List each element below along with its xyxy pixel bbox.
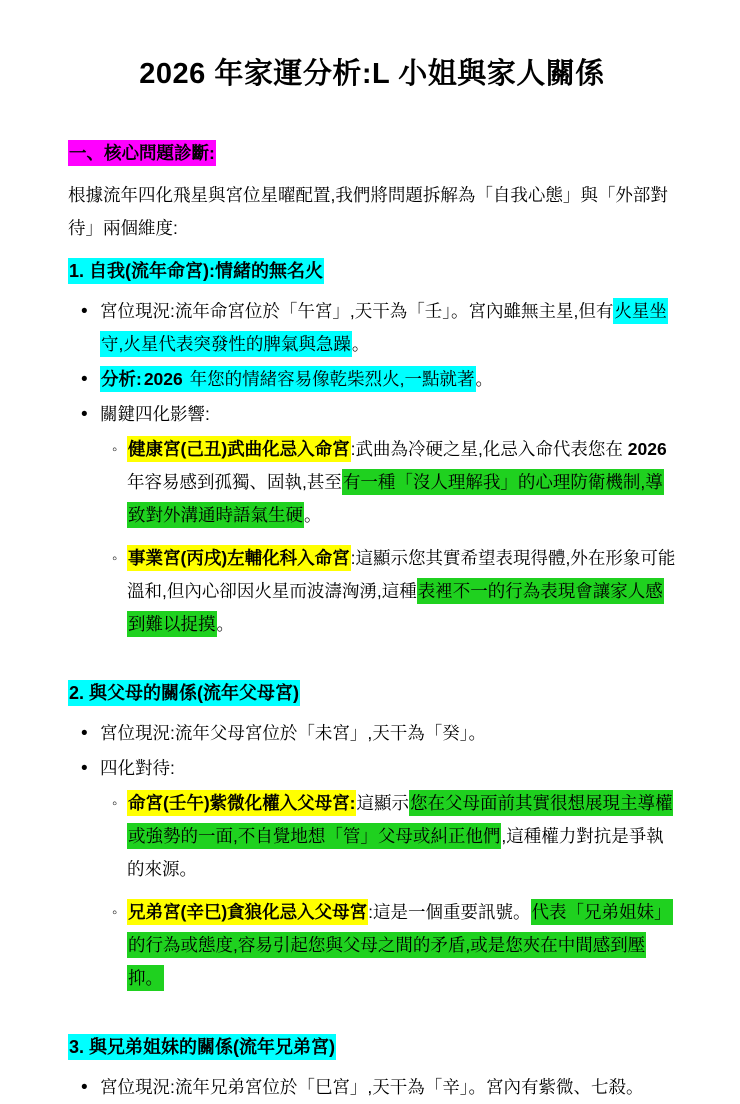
bullet-palace-status-2 — [68, 717, 676, 750]
heading-section-1 — [68, 257, 676, 285]
highlight-cyan-run: 火星坐守,火星代表突發性的脾氣與急躁 — [100, 298, 668, 357]
bullet-icon: • — [81, 301, 88, 322]
text-run: 。 — [304, 505, 322, 525]
text-run: 2026 — [627, 439, 667, 459]
text-run: 這顯示 — [356, 793, 409, 813]
text-run: 。 — [351, 334, 370, 354]
list-item-text — [100, 366, 493, 392]
text-run: 2026 年家運分析:L 小姐與家人關係 — [139, 58, 605, 90]
document-title — [68, 54, 676, 94]
subbullet-siblings-palace — [68, 896, 676, 995]
text-run: 。 — [475, 369, 493, 389]
highlight-yellow-run: 命宮(壬午)紫微化權入父母宮: — [127, 790, 356, 816]
highlight-yellow-run: 事業宮(丙戌)左輔化科入命宮 — [127, 545, 351, 571]
bullet-key-sihua — [68, 398, 676, 431]
bullet-analysis — [68, 363, 676, 396]
text-run: 年容易感到孤獨、固執,甚至 — [127, 472, 342, 492]
bullet-icon: • — [81, 758, 88, 779]
highlight-cyan-run: 年您的情緒容易像乾柴烈火,一點就著 — [184, 366, 476, 392]
text-run: ,這種權力對抗是爭執的來源。 — [127, 826, 664, 879]
text-run: :武曲為冷硬之星,化忌入命代表您在 — [350, 439, 628, 459]
text-run: :這顯示您其實希望表現得體,外在形象可能溫和,但內心卻因火星而波濤洶湧,這種 — [127, 548, 676, 601]
list-item-text — [100, 404, 210, 424]
highlight-magenta-run: 一、核心問題診斷: — [68, 140, 216, 166]
text-run: 。 — [216, 614, 234, 634]
circle-bullet-icon: ◦ — [112, 795, 118, 812]
highlight-cyan-run: 1. 自我(流年命宮):情緒的無名火 — [68, 258, 324, 284]
bullet-icon: • — [81, 404, 88, 425]
text-run: :這是一個重要訊號。 — [368, 902, 531, 922]
bullet-list — [68, 717, 676, 995]
heading-section-2 — [68, 679, 676, 707]
list-item-text — [100, 298, 668, 357]
list-item-text — [100, 1077, 643, 1097]
text-run: 宮位現況:流年父母宮位於「未宮」,天干為「癸」。 — [100, 723, 486, 743]
list-item-text — [100, 723, 486, 743]
text-run: 根據流年四化飛星與宮位星曜配置,我們將問題拆解為「自我心態」與「外部對待」兩個維度: — [68, 185, 668, 238]
bullet-icon: • — [81, 369, 88, 390]
highlight-green-run: 代表「兄弟姐妹」的行為或態度,容易引起您與父母之間的矛盾,或是您夾在中間感到壓抑。 — [127, 899, 673, 991]
bullet-list — [68, 1071, 676, 1104]
circle-bullet-icon: ◦ — [112, 441, 118, 458]
heading-section-3 — [68, 1033, 676, 1061]
highlight-cyan-run: 3. 與兄弟姐妹的關係(流年兄弟宮) — [68, 1034, 336, 1060]
text-run: 宮位現況:流年命宮位於「午宮」,天干為「壬」。宮內雖無主星,但有 — [100, 301, 614, 321]
bullet-icon: • — [81, 1077, 88, 1098]
bullet-palace-status-1 — [68, 295, 676, 361]
highlight-yellow-run: 健康宮(己丑)武曲化忌入命宮 — [127, 436, 351, 462]
list-item-text — [100, 758, 175, 778]
bullet-icon: • — [81, 723, 88, 744]
highlight-yellow-run: 兄弟宮(辛巳)貪狼化忌入父母宮 — [127, 899, 368, 925]
bullet-palace-status-3 — [68, 1071, 676, 1104]
text-run: 關鍵四化影響: — [100, 404, 210, 424]
paragraph-intro — [68, 179, 676, 245]
highlight-cyan-run: 2. 與父母的關係(流年父母宮) — [68, 680, 300, 706]
text-run: 宮位現況:流年兄弟宮位於「巳宮」,天干為「辛」。宮內有紫微、七殺。 — [100, 1077, 644, 1097]
text-run: 四化對待: — [100, 758, 175, 778]
highlight-cyan-run: 2026 — [143, 366, 184, 392]
bullet-sihua-treatment — [68, 752, 676, 785]
bullet-list — [68, 295, 676, 641]
list-item-text — [127, 436, 667, 528]
list-item-text — [127, 545, 675, 637]
list-item-text — [127, 899, 673, 991]
subbullet-ming-palace — [68, 787, 676, 886]
circle-bullet-icon: ◦ — [112, 904, 118, 921]
list-item-text — [127, 790, 673, 879]
highlight-cyan-run: 分析: — [100, 366, 143, 392]
heading-core-diagnosis — [68, 140, 676, 166]
highlight-green-run: 有一種「沒人理解我」的心理防衛機制,導致對外溝通時語氣生硬 — [127, 469, 664, 528]
highlight-green-run: 表裡不一的行為表現會讓家人感到難以捉摸 — [127, 578, 664, 637]
subbullet-health-palace — [68, 433, 676, 532]
highlight-green-run: 您在父母面前其實很想展現主導權或強勢的一面,不自覺地想「管」父母或糾正他們 — [127, 790, 673, 849]
subbullet-career-palace — [68, 542, 676, 641]
circle-bullet-icon: ◦ — [112, 550, 118, 567]
